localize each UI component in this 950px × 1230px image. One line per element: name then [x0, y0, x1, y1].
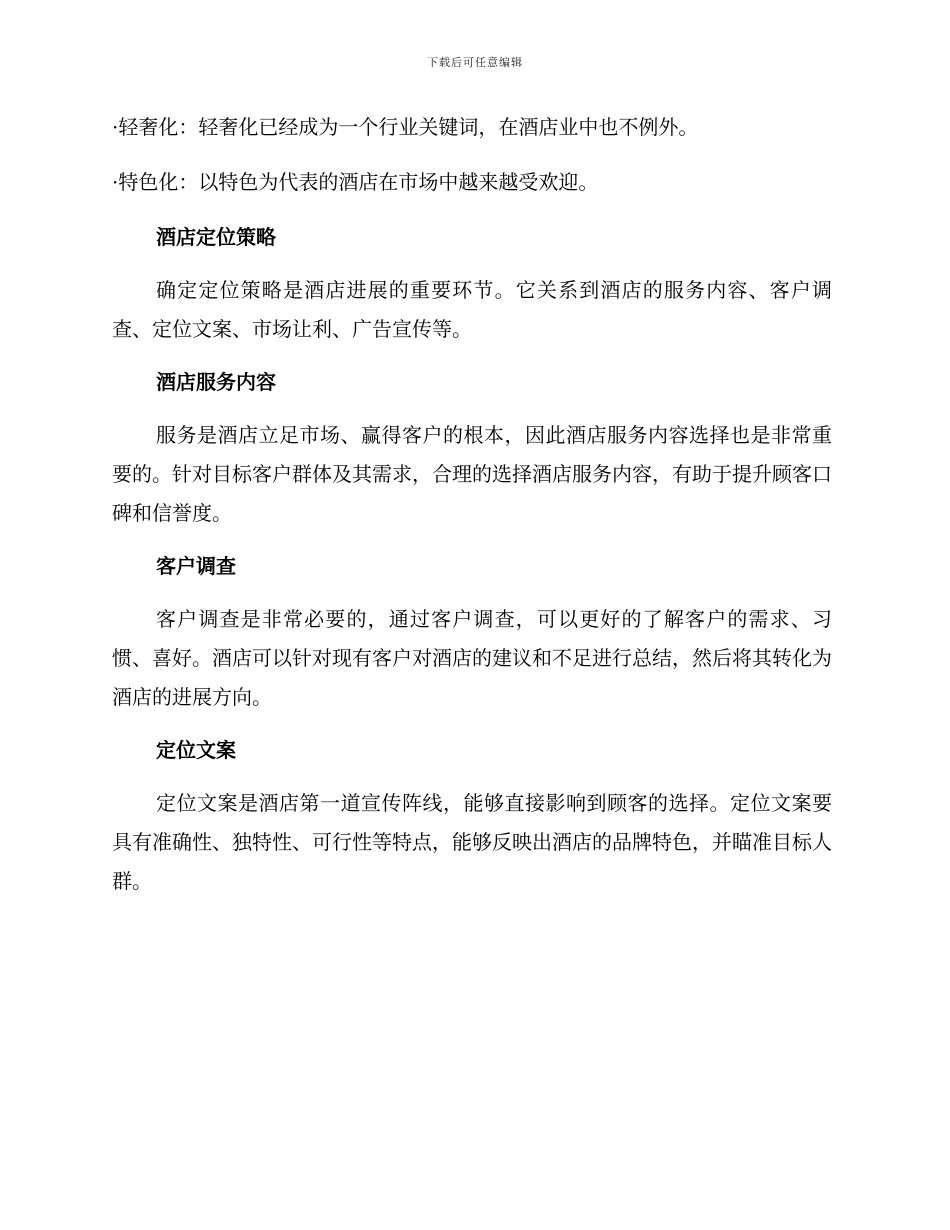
section-heading-service-content: 酒店服务内容 [156, 370, 276, 394]
section-body-positioning-strategy: 确定定位策略是酒店进展的重要环节。它关系到酒店的服务内容、客户调查、定位文案、市场让利、广告宣传等。 [112, 278, 832, 341]
page-header: 下载后可任意编辑 [427, 56, 523, 69]
section-heading-positioning-strategy: 酒店定位策略 [156, 225, 276, 249]
section-heading-positioning-copy: 定位文案 [156, 738, 236, 762]
section-heading-customer-survey: 客户调查 [156, 554, 236, 578]
document-body [112, 108, 832, 915]
section-body-service-content: 服务是酒店立足市场、赢得客户的根本，因此酒店服务内容选择也是非常重要的。针对目标客户群体及其需求，合理的选择酒店服务内容，有助于提升顾客口碑和信誉度。 [112, 423, 832, 525]
section-body-customer-survey: 客户调查是非常必要的，通过客户调查，可以更好的了解客户的需求、习惯、喜好。酒店可以针对现有客户对酒店的建议和不足进行总结，然后将其转化为酒店的进展方向。 [112, 607, 832, 709]
section-body-positioning-copy: 定位文案是酒店第一道宣传阵线，能够直接影响到顾客的选择。定位文案要具有准确性、独特性、可行性等特点，能够反映出酒店的品牌特色，并瞄准目标人群。 [112, 791, 832, 893]
bullet-luxury: ·轻奢化：轻奢化已经成为一个行业关键词，在酒店业中也不例外。 [112, 115, 699, 139]
bullet-featured: ·特色化：以特色为代表的酒店在市场中越来越受欢迎。 [112, 170, 599, 194]
